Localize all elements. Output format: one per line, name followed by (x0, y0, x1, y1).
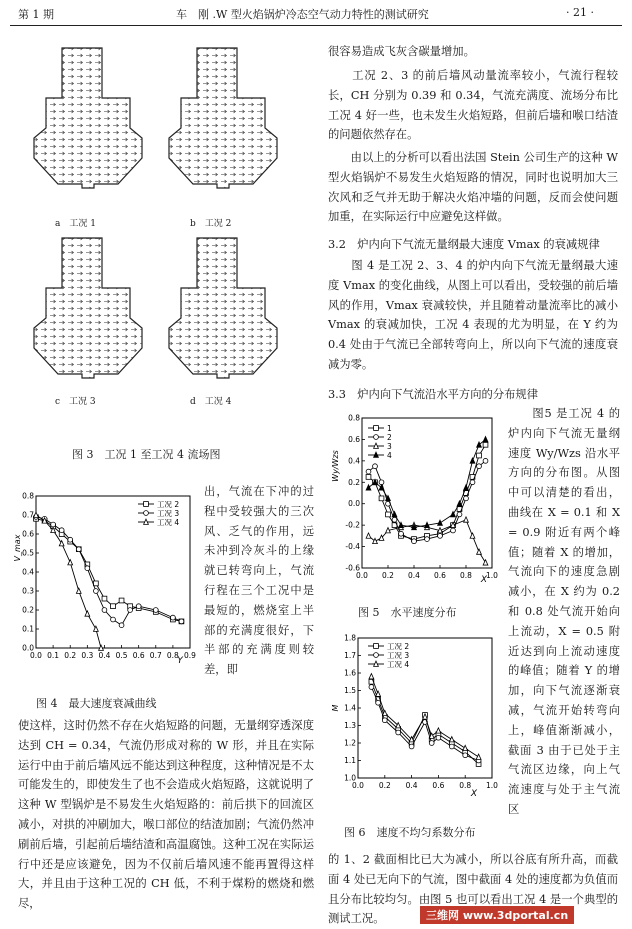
flow-panel-d (169, 238, 277, 378)
x-tick-label: 0.4 (98, 651, 111, 660)
fig6-chart (328, 628, 508, 804)
data-point (369, 685, 374, 690)
x-axis-label: X (480, 575, 488, 584)
left-text-side: 出，气流在下冲的过程中受较强大的三次风、乏气的作用，远未冲到冷灰斗的上缘就已转弯向上，气流行程在三个工况中是最短的，燃烧室上半部的充满度很好，下半部的充满度则较差，即 (204, 485, 314, 677)
y-tick-label: 1.4 (344, 703, 356, 713)
data-point (366, 485, 371, 490)
x-tick-label: 0.8 (460, 571, 472, 580)
x-tick-label: 0.7 (149, 651, 162, 660)
y-tick-label: 0.8 (22, 491, 34, 501)
legend-marker (374, 653, 379, 658)
x-tick-label: 0.6 (432, 781, 445, 790)
flow-panel-c (34, 238, 142, 378)
y-tick-label: 0.6 (348, 434, 360, 444)
y-axis-label: M (331, 704, 340, 712)
y-tick-label: 0.4 (348, 456, 360, 466)
data-point (119, 623, 124, 628)
x-tick-label: 0.2 (64, 651, 77, 660)
data-point (93, 589, 98, 594)
data-point (457, 512, 462, 517)
legend-marker (144, 511, 149, 516)
data-point (68, 537, 73, 542)
data-point (153, 608, 158, 613)
legend-label: 1 (387, 424, 392, 433)
series-line (36, 519, 181, 622)
x-tick-label: 0.6 (434, 571, 446, 580)
right-para-6: 的 1、2 截面相比已大为减小，所以谷底有所升高，而截面 4 处已无向下的气流，图中截面 4 处的速度都为负值而且分布比较均匀。由图 5 也可以看出工况 4 是一个典型的测试工况。 (328, 853, 618, 926)
data-point (111, 617, 116, 622)
flow-panel-b (169, 48, 277, 188)
data-point (464, 517, 469, 522)
data-point (386, 512, 391, 517)
data-point (483, 442, 488, 447)
legend-label: 2 (387, 433, 392, 442)
y-tick-label: 0.6 (22, 529, 34, 539)
legend-label: 工况 3 (387, 651, 410, 660)
fig5-chart (328, 406, 508, 584)
series-line (36, 515, 101, 648)
data-point (399, 531, 404, 536)
right-para-4: 图 4 是工况 2、3、4 的炉内向下气流无量纲最大速度 Vmax 的变化曲线，从图上可以看出，受较强的前后墙风的作用，Vmax 衰减较快，并且随着动量流率比的减小 Vmax 的衰减加快，工况 4 表现的尤为明显，在 Y 约为 0.4 处由于气流已全部转弯向上，所以向下气流的速度衰减为零。 (328, 259, 618, 371)
y-tick-label: 0.0 (22, 643, 34, 653)
data-point (457, 501, 462, 506)
data-point (429, 741, 434, 746)
data-point (464, 485, 469, 490)
data-point (412, 539, 417, 544)
y-tick-label: 1.7 (344, 651, 356, 660)
data-point (409, 744, 414, 749)
data-point (76, 588, 81, 593)
x-tick-label: 0.2 (378, 781, 391, 790)
data-point (477, 549, 482, 554)
data-point (51, 522, 56, 527)
data-point (449, 737, 454, 742)
data-point (463, 745, 468, 750)
y-tick-label: 0.5 (22, 548, 34, 558)
data-point (111, 604, 116, 609)
data-point (119, 598, 124, 603)
data-point (128, 608, 133, 613)
legend-label: 工况 4 (157, 518, 180, 527)
panel-label-d: d 工况 4 (190, 397, 232, 407)
y-tick-label: 1.0 (344, 773, 356, 783)
plot-frame (358, 638, 492, 778)
fig4-chart (10, 488, 200, 666)
y-tick-label: 1.1 (344, 756, 356, 765)
data-point (59, 528, 64, 533)
y-tick-label: 0.2 (22, 605, 34, 615)
legend-label: 工况 2 (387, 642, 410, 651)
watermark: 三维网 www.3dportal.cn (420, 906, 574, 924)
legend-label: 工况 2 (157, 500, 180, 509)
data-point (436, 728, 441, 733)
data-point (382, 718, 387, 723)
data-point (483, 437, 488, 442)
panel-label-c: c 工况 3 (55, 397, 96, 407)
data-point (451, 528, 456, 533)
x-tick-label: 0.8 (459, 781, 472, 790)
x-axis-label: Y (177, 656, 183, 666)
data-point (470, 533, 475, 538)
x-tick-label: 0.0 (30, 651, 42, 660)
data-point (76, 547, 81, 552)
data-point (438, 520, 443, 525)
data-point (373, 464, 378, 469)
data-point (463, 753, 468, 758)
panel-label-a: a 工况 1 (55, 219, 96, 229)
legend-marker (144, 502, 149, 507)
data-point (476, 754, 481, 759)
x-tick-label: 0.0 (356, 571, 368, 580)
data-point (102, 596, 107, 601)
data-point (483, 458, 488, 463)
issue-number: 第 1 期 (18, 8, 54, 21)
x-tick-label: 1.0 (486, 781, 498, 790)
running-title: 车 刚 .W 型火焰锅炉冷态空气动力特性的测试研究 (176, 8, 429, 21)
fig5-caption: 图 5 水平速度分布 (358, 606, 457, 619)
y-tick-label: 0.0 (348, 499, 360, 509)
x-tick-label: 0.8 (166, 651, 179, 660)
section-3-3-heading: 3.3 炉内向下气流沿水平方向的分布规律 (328, 388, 539, 401)
data-point (438, 533, 443, 538)
x-tick-label: 0.6 (132, 651, 145, 660)
fig4-caption: 图 4 最大速度衰减曲线 (36, 697, 157, 710)
legend-label: 4 (387, 451, 392, 460)
data-point (93, 581, 98, 586)
data-point (68, 560, 73, 565)
data-point (85, 611, 90, 616)
x-axis-label: X (470, 789, 478, 799)
fig3-caption: 图 3 工况 1 至工况 4 流场图 (72, 448, 221, 461)
y-tick-label: 1.8 (344, 633, 356, 643)
x-tick-label: 0.4 (408, 571, 420, 580)
right-para-5: 图5 是工况 4 的炉内向下气流无量纲速度 Wy/Wzs 沿水平方向的分布图。从图中可以清楚的看出，曲线在 X = 0.1 和 X = 0.9 附近有两个峰值；随着 X 的增加，气流向下的速度急剧减小，在 X 约为 0.2 和 0.8 处气流开始向上流动，X = 0.5 附近达到向上流动速度的峰值；随着 Y 的增加，向下气流逐渐衰减，气流开始转弯向上，峰值渐渐减小，截面 3 由于已处于主气流区边缘，向上气流速度与处于主气流区 (508, 407, 620, 816)
data-point (392, 517, 397, 522)
legend-marker (374, 435, 379, 440)
y-tick-label: 0.1 (22, 624, 34, 634)
data-point (449, 744, 454, 749)
x-tick-label: 1.0 (486, 571, 498, 580)
data-point (102, 608, 107, 613)
series-line (36, 517, 181, 625)
data-point (436, 735, 441, 740)
y-tick-label: 1.3 (344, 721, 356, 730)
y-tick-label: 1.2 (344, 738, 356, 748)
y-tick-label: 0.8 (348, 413, 360, 423)
y-axis-label: V_max (13, 534, 22, 562)
y-tick-label: -0.4 (345, 542, 360, 552)
right-para-1: 很容易造成飞灰含碳量增加。 (328, 45, 475, 58)
x-tick-label: 0.5 (115, 651, 128, 660)
y-tick-label: 1.6 (344, 668, 356, 678)
x-tick-label: 0.9 (184, 651, 196, 660)
plot-frame (362, 418, 492, 568)
data-point (379, 496, 384, 501)
data-point (366, 469, 371, 474)
data-point (392, 512, 397, 517)
data-point (136, 604, 141, 609)
data-point (170, 615, 175, 620)
data-point (376, 700, 381, 705)
y-tick-label: 0.2 (348, 477, 360, 487)
y-tick-label: -0.6 (345, 563, 360, 573)
panel-label-b: b 工况 2 (190, 219, 232, 229)
x-tick-label: 0.3 (81, 651, 94, 660)
flow-panel-a (34, 48, 142, 188)
data-point (396, 730, 401, 735)
left-text-bottom: 使这样，这时仍然不存在火焰短路的问题，无量纲穿透深度达到 CH = 0.34，气流仍形成对称的 W 形，并且在实际运行中由于前后墙风远不能达到这种程度，这种情况是不太可能发生的，即使发生了也不会造成火焰短路，这就说明了这种 W 型锅炉是不易发生火焰短路的：前后拱下的回流区减小，对拱的冲刷加大，喉口部位的结渣加剧；气流仍然冲刷前后墙，引起前后墙结渣和高温腐蚀。这种工况在实际运行中还是应该避免，因为不仅前后墙风速不能再置得这样大，并且由于这种工况的 CH 低，不利于煤粉的燃烧和燃尽， (18, 719, 314, 911)
data-point (369, 674, 374, 679)
right-para-3: 由以上的分析可以看出法国 Stein 公司生产的这种 W 型火焰锅炉不易发生火焰短路的情况，同时也说明加大三次风和乏气并无助于解决火焰冲墙的问题，反而会使问题加重，在实际运行中应避免这样做。 (328, 151, 618, 224)
data-point (85, 566, 90, 571)
right-para-2: 工况 2、3 的前后墙风动量流率较小，气流行程较长，CH 分别为 0.39 和 0.34，气流充满度、流场分布比工况 4 好一些，也未发生火焰短路，但前后墙和喉口结渣的问题依然存在。 (328, 69, 618, 142)
legend-label: 工况 4 (387, 660, 410, 669)
legend-marker (374, 426, 379, 431)
legend-label: 工况 3 (157, 509, 180, 518)
y-axis-label: Wy/Wzs (331, 450, 340, 482)
data-point (179, 619, 184, 624)
x-tick-label: 0.1 (47, 651, 60, 660)
data-point (477, 453, 482, 458)
legend-label: 3 (387, 442, 392, 451)
data-point (425, 537, 430, 542)
x-tick-label: 0.0 (352, 781, 364, 790)
data-point (477, 442, 482, 447)
data-point (366, 533, 371, 538)
y-tick-label: 0.4 (22, 567, 34, 577)
data-point (464, 496, 469, 501)
data-point (477, 464, 482, 469)
data-point (470, 480, 475, 485)
y-tick-label: -0.2 (345, 520, 360, 530)
y-tick-label: 0.7 (22, 510, 34, 520)
legend-marker (374, 644, 379, 649)
data-point (373, 538, 378, 543)
x-tick-label: 0.2 (382, 571, 394, 580)
y-tick-label: 0.3 (22, 586, 34, 596)
page-number: · 21 · (566, 6, 594, 19)
section-3-2-heading: 3.2 炉内向下气流无量纲最大速度 Vmax 的衰减规律 (328, 238, 600, 251)
data-point (366, 475, 371, 480)
header-rule (10, 25, 622, 26)
x-tick-label: 0.4 (405, 781, 418, 790)
data-point (470, 458, 475, 463)
y-tick-label: 1.5 (344, 686, 356, 695)
fig6-caption: 图 6 速度不均匀系数分布 (344, 826, 476, 839)
